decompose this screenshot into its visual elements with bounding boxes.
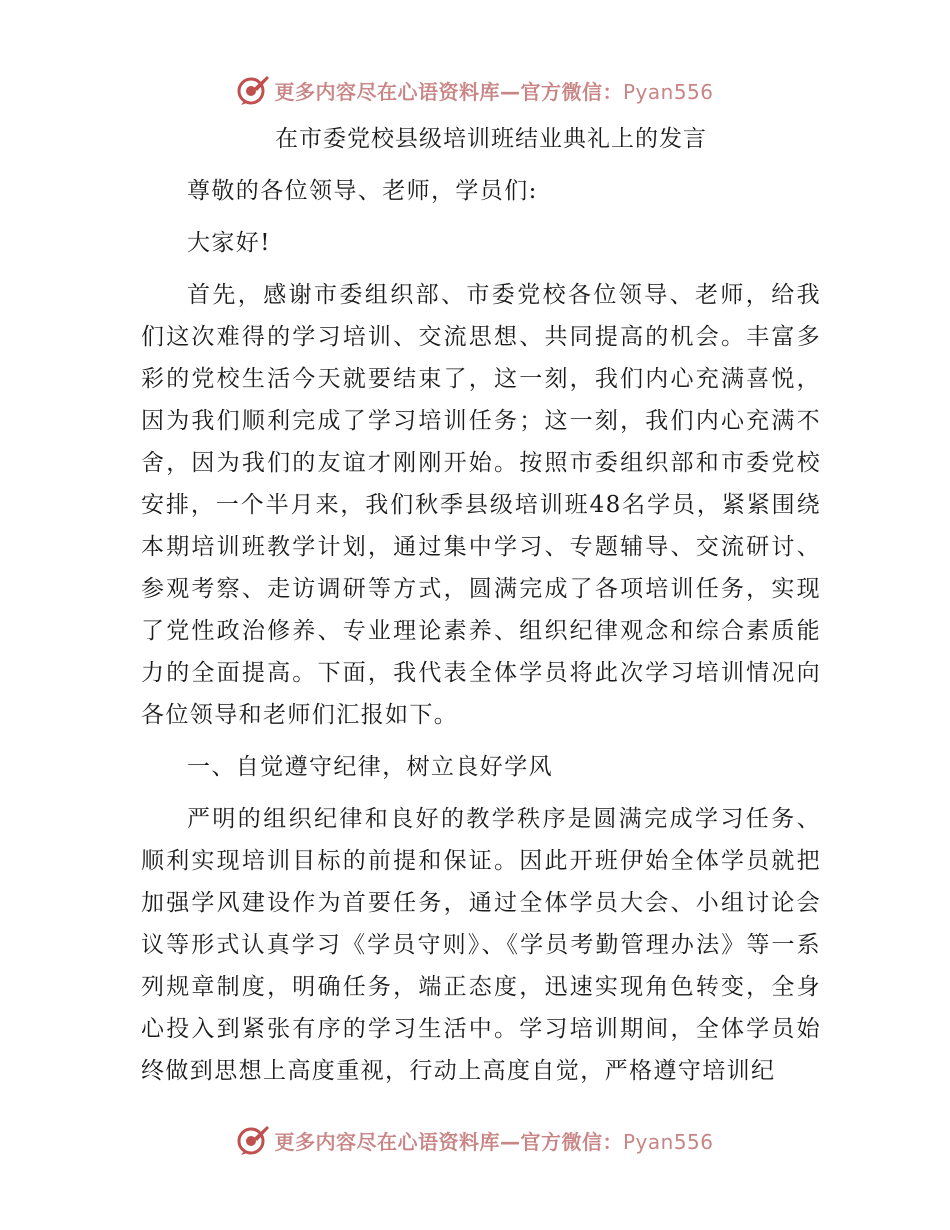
- document-body: [141, 118, 821, 1092]
- banner-text: [274, 1126, 713, 1155]
- greeting: 大家好!: [187, 230, 271, 256]
- footer-banner: [0, 1120, 950, 1160]
- banner-label: 更多内容尽在心语资料库—官方微信：: [274, 1129, 623, 1154]
- salutation: 尊敬的各位领导、老师，学员们:: [187, 178, 538, 204]
- section-heading-1: 一、自觉遵守纪律，树立良好学风: [187, 754, 553, 780]
- paragraph-2: 严明的组织纪律和良好的教学秩序是圆满完成学习任务、顺利实现培训目标的前提和保证。因此开班伊始全体学员就把加强学风建设作为首要任务，通过全体学员大会、小组讨论会议等形式认真学习《学员守则》、《学员考勤管理办法》等一系列规章制度，明确任务，端正态度，迅速实现角色转变，全身心投入到紧张有序的学习生活中。学习培训期间，全体学员始终做到思想上高度重视，行动上高度自觉，严格遵守培训纪: [141, 806, 821, 1084]
- banner-wechat-id: Pyan556: [622, 1129, 714, 1154]
- header-banner: [0, 70, 950, 110]
- document-title: 在市委党校县级培训班结业典礼上的发言: [275, 126, 707, 152]
- banner-label: 更多内容尽在心语资料库—官方微信：: [274, 79, 623, 104]
- brand-logo-icon: [236, 73, 270, 107]
- banner-text: [274, 76, 713, 105]
- brand-logo-icon: [236, 1123, 270, 1157]
- paragraph-1: 首先，感谢市委组织部、市委党校各位领导、老师，给我们这次难得的学习培训、交流思想、共同提高的机会。丰富多彩的党校生活今天就要结束了，这一刻，我们内心充满喜悦，因为我们顺利完成了学习培训任务；这一刻，我们内心充满不舍，因为我们的友谊才刚刚开始。按照市委组织部和市委党校安排，一个半月来，我们秋季县级培训班48名学员，紧紧围绕本期培训班教学计划，通过集中学习、专题辅导、交流研讨、参观考察、走访调研等方式，圆满完成了各项培训任务，实现了党性政治修养、专业理论素养、组织纪律观念和综合素质能力的全面提高。下面，我代表全体学员将此次学习培训情况向各位领导和老师们汇报如下。: [141, 282, 821, 728]
- banner-wechat-id: Pyan556: [622, 79, 714, 104]
